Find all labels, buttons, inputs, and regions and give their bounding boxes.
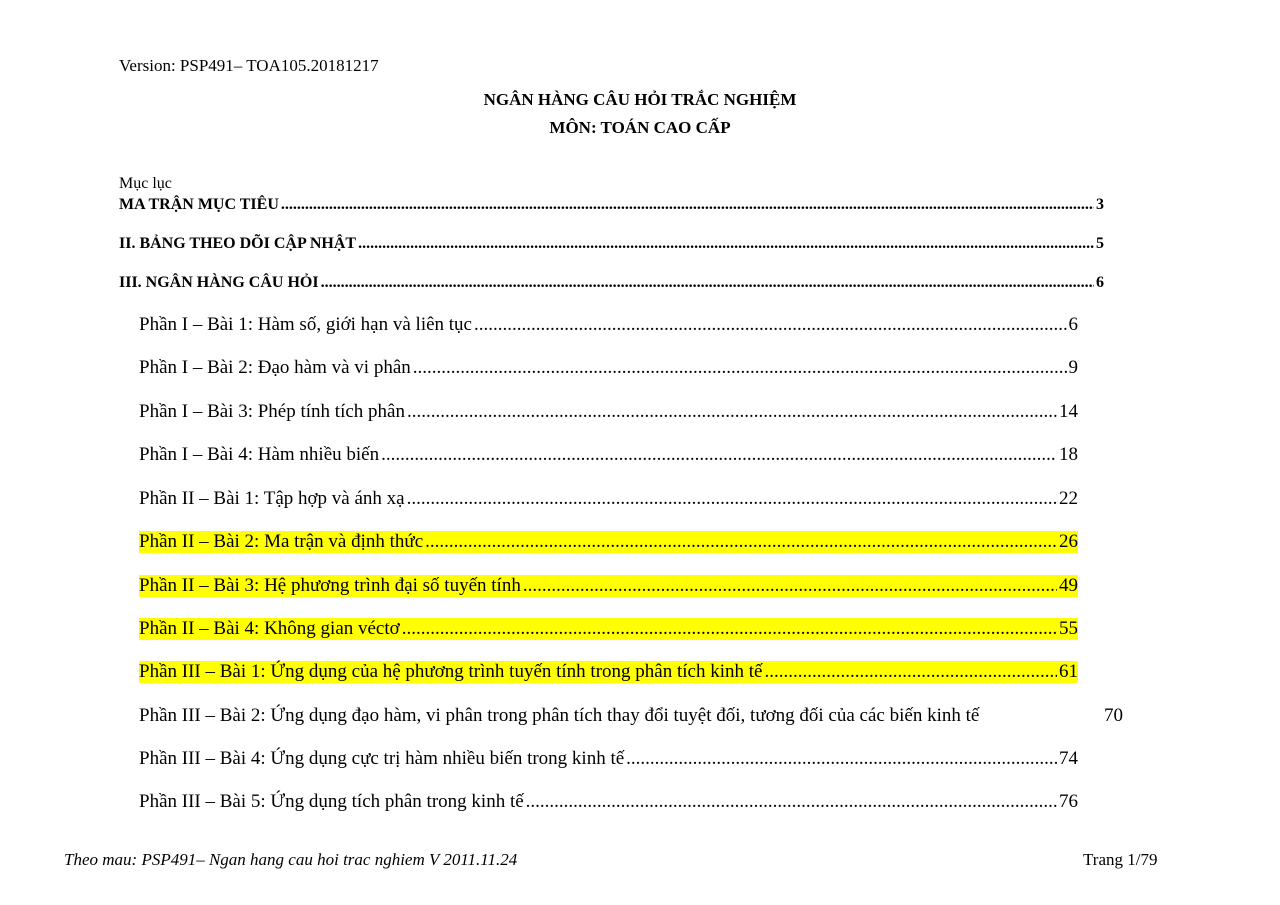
- toc-leader-dots: [407, 488, 1057, 510]
- toc-entry-page: 3: [1096, 196, 1104, 213]
- toc-entry-label: Phần I – Bài 2: Đạo hàm và vi phân: [139, 357, 411, 378]
- toc-entry-page: 76: [1059, 791, 1078, 812]
- toc-entry-label: Phần II – Bài 1: Tập hợp và ánh xạ: [139, 488, 405, 509]
- toc-entry-label: Phần I – Bài 4: Hàm nhiều biến: [139, 444, 380, 465]
- toc-entry-page: 22: [1059, 488, 1078, 509]
- toc-entry-page: 26: [1059, 531, 1078, 552]
- toc-leader-dots: [358, 235, 1094, 253]
- page-number: Trang 1/79: [1083, 850, 1158, 869]
- toc-entry-page: 6: [1096, 274, 1104, 291]
- toc-entry[interactable]: [119, 196, 1104, 214]
- toc-entry-highlighted[interactable]: [139, 575, 1078, 597]
- toc-entry[interactable]: [139, 314, 1078, 336]
- toc-entry[interactable]: [119, 274, 1104, 292]
- footer-template-note: Theo mau: PSP491– Ngan hang cau hoi trac nghiem V 2011.11.24: [64, 850, 518, 869]
- toc-entry-page: 5: [1096, 235, 1104, 252]
- toc-entry-label: Phần III – Bài 5: Ứng dụng tích phân trong kinh tế: [139, 791, 524, 812]
- toc-entry-label: MA TRẬN MỤC TIÊU: [119, 196, 279, 213]
- toc-entry-page: 70: [1104, 705, 1123, 726]
- toc-entry-label: Phần II – Bài 4: Không gian véctơ: [139, 618, 400, 639]
- toc-entry-label: III. NGÂN HÀNG CÂU HỎI: [119, 274, 319, 291]
- toc-entry[interactable]: [139, 791, 1078, 813]
- toc-entry-page: 9: [1068, 357, 1078, 378]
- toc-entry[interactable]: [139, 444, 1078, 466]
- toc-entry-label: Phần II – Bài 3: Hệ phương trình đại số tuyến tính: [139, 575, 521, 596]
- toc-entry-label: Phần III – Bài 4: Ứng dụng cực trị hàm nhiều biến trong kinh tế: [139, 748, 625, 769]
- toc-entry[interactable]: [119, 235, 1104, 253]
- toc-entry-page: 55: [1059, 618, 1078, 639]
- toc-entry-highlighted[interactable]: [139, 661, 1078, 683]
- toc-leader-dots: [413, 357, 1067, 379]
- toc-entry-page: 18: [1059, 444, 1078, 465]
- toc-entry-label: II. BẢNG THEO DÕI CẬP NHẬT: [119, 235, 357, 252]
- toc-entry-label: Phần I – Bài 3: Phép tính tích phân: [139, 401, 405, 422]
- toc-entry-page: 74: [1059, 748, 1078, 769]
- toc-entry-page: 49: [1059, 575, 1078, 596]
- toc-leader-dots: [425, 531, 1057, 553]
- toc-heading: Mục lục: [119, 175, 172, 192]
- toc-leader-dots: [381, 444, 1057, 466]
- toc-leader-dots: [764, 661, 1057, 683]
- toc-entry-label: Phần III – Bài 1: Ứng dụng của hệ phương trình tuyến tính trong phân tích kinh tế: [139, 661, 763, 682]
- toc-leader-dots: [281, 196, 1094, 214]
- toc-leader-dots: [407, 401, 1057, 423]
- toc-entry[interactable]: [139, 401, 1078, 423]
- toc-entry-label: Phần I – Bài 1: Hàm số, giới hạn và liên tục: [139, 314, 472, 335]
- toc-entry-highlighted[interactable]: [139, 531, 1078, 553]
- toc-leader-dots: [626, 748, 1057, 770]
- version-label: Version: PSP491– TOA105.20181217: [119, 56, 379, 75]
- toc-entry-page: 61: [1059, 661, 1078, 682]
- document-title: NGÂN HÀNG CÂU HỎI TRẮC NGHIỆM: [483, 90, 797, 109]
- subject-title: MÔN: TOÁN CAO CẤP: [549, 118, 731, 137]
- toc-entry-page: 14: [1059, 401, 1078, 422]
- toc-leader-dots: [523, 575, 1057, 597]
- toc-entry[interactable]: [139, 748, 1078, 770]
- toc-entry-label[interactable]: Phần III – Bài 2: Ứng dụng đạo hàm, vi phân trong phân tích thay đổi tuyệt đối, tương đối của các biến kinh tế: [139, 705, 980, 726]
- toc-entry-label: Phần II – Bài 2: Ma trận và định thức: [139, 531, 424, 552]
- toc-leader-dots: [321, 274, 1094, 292]
- toc-entry-highlighted[interactable]: [139, 618, 1078, 640]
- toc-entry[interactable]: [139, 357, 1078, 379]
- toc-leader-dots: [402, 618, 1057, 640]
- toc-leader-dots: [526, 791, 1057, 813]
- toc-leader-dots: [474, 314, 1067, 336]
- toc-entry-page: 6: [1068, 314, 1078, 335]
- toc-entry[interactable]: [139, 488, 1078, 510]
